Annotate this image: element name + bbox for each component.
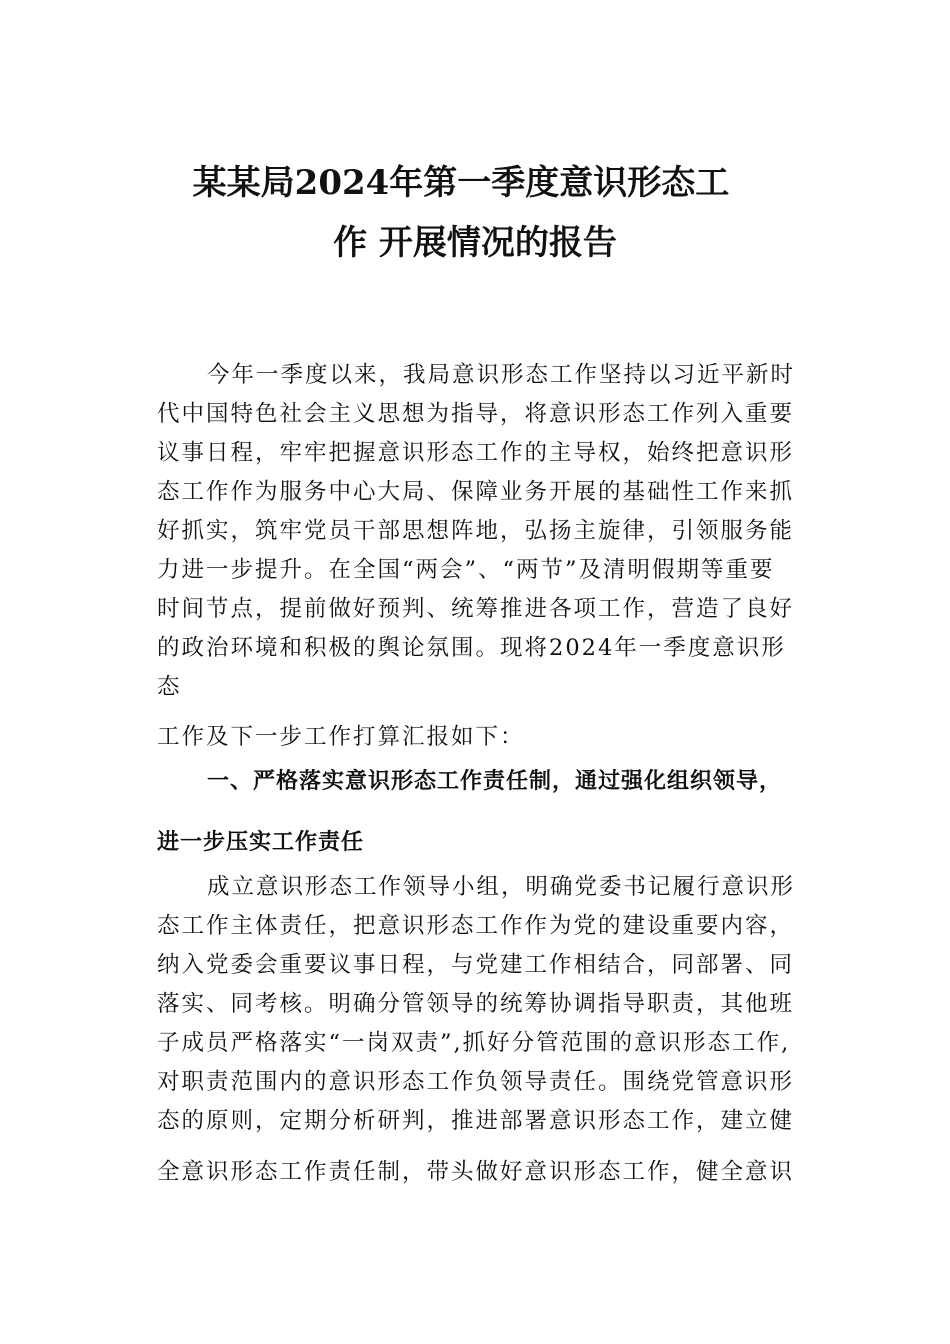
intro-line: 议事日程，牢牢把握意识形态工作的主导权，始终把意识形	[157, 440, 795, 466]
document-title-line-1: 某某局2024年第一季度意识形态工	[192, 163, 730, 203]
intro-line: 力进一步提升。在全国“两会”、“两节”及清明假期等重要	[157, 557, 775, 583]
intro-line: 的政治环境和积极的舆论氛围。现将2024年一季度意识形	[157, 635, 786, 661]
intro-paragraph	[157, 356, 827, 707]
section-1-line: 成立意识形态工作领导小组，明确党委书记履行意识形	[207, 874, 796, 900]
intro-tail-line: 工作及下一步工作打算汇报如下：	[157, 724, 525, 750]
section-1-line: 纳入党委会重要议事日程，与党建工作相结合，同部署、同	[157, 952, 795, 978]
intro-tail-paragraph	[157, 718, 827, 757]
intro-line: 代中国特色社会主义思想为指导，将意识形态工作列入重要	[157, 401, 795, 427]
intro-line: 今年一季度以来，我局意识形态工作坚持以习近平新时	[207, 362, 796, 388]
section-1-line: 子成员严格落实“一岗双责”,抓好分管范围的意识形态工作,	[157, 1030, 791, 1056]
intro-line: 时间节点，提前做好预判、统筹推进各项工作，营造了良好	[157, 596, 795, 622]
section-1-line: 全意识形态工作责任制，带头做好意识形态工作，健全意识	[157, 1159, 795, 1185]
intro-line: 态工作作为服务中心大局、保障业务开展的基础性工作来抓	[157, 479, 795, 505]
intro-line: 态	[157, 674, 182, 700]
section-1-heading-line-2: 进一步压实工作责任	[157, 830, 365, 855]
section-1-paragraph	[157, 868, 827, 1192]
section-1-line: 落实、同考核。明确分管领导的统筹协调指导职责，其他班	[157, 991, 795, 1017]
section-1-line: 态的原则，定期分析研判，推进部署意识形态工作，建立健	[157, 1108, 795, 1134]
intro-line: 好抓实，筑牢党员干部思想阵地，弘扬主旋律，引领服务能	[157, 518, 795, 544]
document-title-line-2: 作 开展情况的报告	[333, 223, 617, 263]
section-1-line: 态工作主体责任，把意识形态工作作为党的建设重要内容，	[157, 913, 795, 939]
section-1-line: 对职责范围内的意识形态工作负领导责任。围绕党管意识形	[157, 1069, 795, 1095]
section-1-heading-line-1: 一、严格落实意识形态工作责任制，通过强化组织领导，	[207, 769, 783, 794]
